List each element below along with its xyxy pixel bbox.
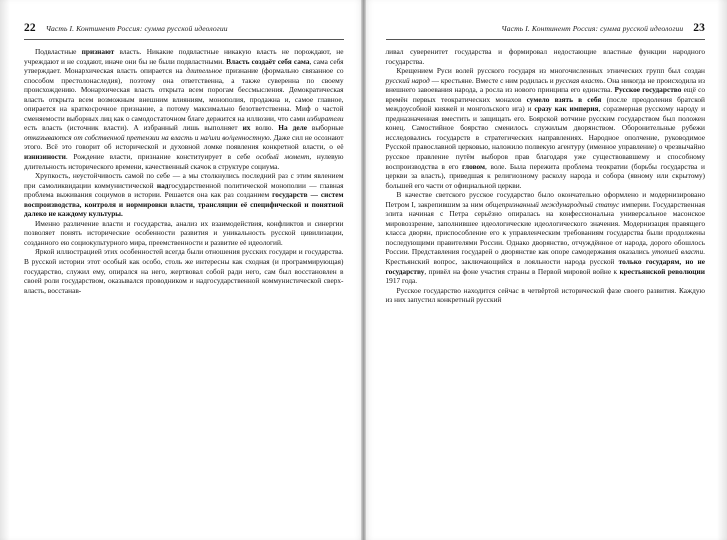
paragraph: ливал суверенитет государства и формировал недостающие властные функции народного государства. <box>385 47 705 66</box>
paragraph: Русское государство находится сейчас в четвёртой исторической фазе своего развития. Каждую из них запустил конкретный русский <box>385 285 705 305</box>
paragraph: Именно различение власти и государства, анализ их взаимодействия, конфликтов и синергии позволяет понять исторические особенности развития и уникальность русской цивилизации, созданного ею социокультурного мира, преемственности и развитие её идеологий. <box>24 218 344 247</box>
header-rule-left <box>24 39 344 40</box>
running-head-left <box>24 22 344 34</box>
running-head-title-right: Часть I. Континент Россия: сумма русской идеологии <box>501 24 684 33</box>
paragraph: Хрупкость, неустойчивость самой по себе — а мы столкнулись последний раз с этим явлением при самоликвидации коммунистической надгосударственной политической монополии — главная проблема выживания социумов в истории. Решается она как раз созданием государств — систем воспроизводства, контроля и нормировки власти, трансляции её специфической и понятной далеко не каждому культуры. <box>24 171 344 219</box>
running-head-title-left: Часть I. Континент Россия: сумма русской идеологии <box>45 24 228 33</box>
paragraph: Подвластные признают власть. Никакие подвластные никакую власть не порождают, не учреждают и не создают, иначе они бы не были подвластными. Власть создаёт себя сама, сама себя утверждает. Монархическая власть опирается на длительное признание (формально связанное со способом престолонаследия), поэтому она ответственна, а также суверенна по своему происхождению. Монархическая власть открыта всем порогам бессмысления. Демократическая власть открыта всем возможным внешним влияниям, монополия, продажна и, самое главное, опирается на краткосрочное признание, а потому максимально безответственна. Миф о частой сменяемости выборных лиц как о самодостаточном благе держится на иллюзии, что сами избиратели есть власть (источник власти). А избранный лишь выполняет их волю. На деле выборные отказываются от собственной претензии на власть и на/или во/ценностную. Даже сил не осознают этого. Всё это говорит об исторической и духовной ломке появления конкретной власти, о её изнизиности. Рождение власти, признание конституирует в себе особый момент, нулевую длительность исторического времени, качественный скачок в структуре социума. <box>24 47 344 171</box>
body-text-left <box>24 47 344 295</box>
paragraph: Крещением Руси волей русского государя из многочисленных этнических групп был создан русский народ — крестьяне. Вместе с ним родилась и русская власть. Она никогда не происходила из внешнего завоевания народа, а росла из нового принципа его единства. Русское государство ещё со времён первых теократических монахов сумело взять в себя (после преодоления братской междоусобной княжей и монгольского ига) и сразу как империя, соразмерная русскому народу и предназначенная вместить и защищать его. Боярской вотчине русским государством был положен конец. Самостийное боярство сменилось служилым дворянством. Оборонительные рубежи исследовались государств в стратегических направлениях. Народное ополчение, руководимое Русской православной церковью, наложило полвекую агентуру (именное управление) о чрезвычайно русское правление путём выборов прав благодаря уже существовавшему и способному воспроизводства в его гловом, воле. Была пережита проблема теократии (борьбы государства и церкви за власть), приведшая к религиозному расколу народа и собора (явному или скрытому) большей его части от официальной церкви. <box>385 66 705 190</box>
page-right <box>364 0 727 540</box>
folio-right: 23 <box>693 22 705 34</box>
running-head-right <box>386 22 706 34</box>
header-rule-right <box>386 39 706 40</box>
body-text-right <box>386 47 706 305</box>
paragraph: Яркой иллюстрацией этих особенностей всегда были отношения русских государи и государства. В русской истории этот особый как особо, столь же интересны как сходная (и программирующая) государство, служил ему, опирался на него, жертвовал собой ради него, сам был восстановлен в своей роли государством, оказывался проводником и надгосударственной коммунистической сверх-власть, восстанав- <box>24 247 344 295</box>
folio-left: 22 <box>24 22 36 34</box>
paragraph: В качестве светского русское государство было окончательно оформлено и модернизировано Петром I, закрепившим за ним общепризнанный международный статус империи. Государственная элита начиная с Петра серьёзно опиралась на конфессиональна универсальное масонское мировоззрение, заполнившее идеологические идеологического значения. Модернизация правящего класса дворян, приспособление его к управленческим требованиям государства были продолжены последующими правителями России. Однако дворянство, отчуждённое от народа, дорого обошлось России. Представления государей о дворянстве как опоре самодержавия оказались утопией власти. Крестьянский вопрос, заключающийся в лояльности народа русской только государям, но не государству, привёл на фоне участия страны в Первой мировой войне к крестьянской революции 1917 года. <box>385 190 706 286</box>
